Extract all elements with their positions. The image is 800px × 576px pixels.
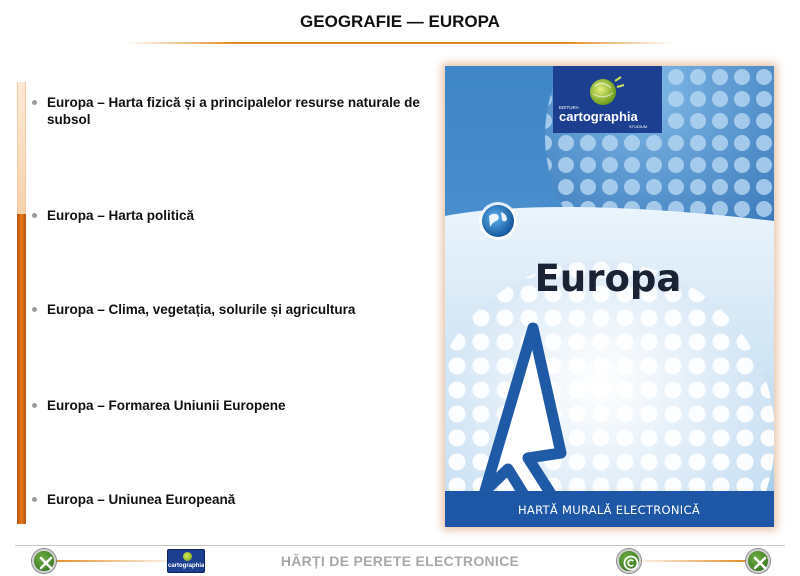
cover-subtitle: HARTĂ MURALĂ ELECTRONICĂ: [517, 503, 701, 517]
publisher-name: cartographia: [559, 109, 638, 124]
menu-item-eu-map[interactable]: [32, 491, 427, 508]
copyright-icon: [621, 553, 641, 573]
menu-item-label: Europa – Clima, vegetația, solurile și agricultura: [47, 302, 356, 317]
bullet-icon: [32, 403, 37, 408]
menu-item-label: Europa – Uniunea Europeană: [47, 492, 236, 507]
footer-title: HĂRȚI DE PERETE ELECTRONICE: [280, 553, 520, 569]
cover-title: Europa: [534, 257, 682, 300]
close-button-right[interactable]: [746, 549, 770, 573]
globe-icon: [479, 202, 517, 240]
page-title: GEOGRAFIE — EUROPA: [300, 12, 500, 31]
menu-item-climate-map[interactable]: [32, 301, 427, 318]
menu-item-political-map[interactable]: [32, 207, 427, 224]
copyright-button[interactable]: [617, 549, 641, 573]
bullet-icon: [32, 213, 37, 218]
menu-item-label: Europa – Formarea Uniunii Europene: [47, 398, 286, 413]
bullet-icon: [32, 100, 37, 105]
publisher-sub: STUDIUM: [629, 124, 648, 129]
title-divider: [125, 42, 675, 44]
menu-item-label: Europa – Harta politică: [47, 208, 195, 223]
progress-fill: [17, 214, 26, 524]
menu-item-eu-formation-map[interactable]: [32, 397, 427, 414]
footer-divider: [15, 545, 785, 546]
map-cover[interactable]: [445, 66, 774, 527]
menu-item-physical-map[interactable]: [32, 94, 427, 128]
menu-item-label: Europa – Harta fizică și a principalelor resurse naturale de subsol: [47, 95, 420, 127]
footer-logo-text: cartographia: [168, 563, 205, 569]
bullet-icon: [32, 497, 37, 502]
close-icon: [750, 553, 770, 573]
publisher-small: EDITURA: [559, 105, 579, 110]
bullet-icon: [32, 307, 37, 312]
cartographia-logo: [553, 66, 662, 133]
